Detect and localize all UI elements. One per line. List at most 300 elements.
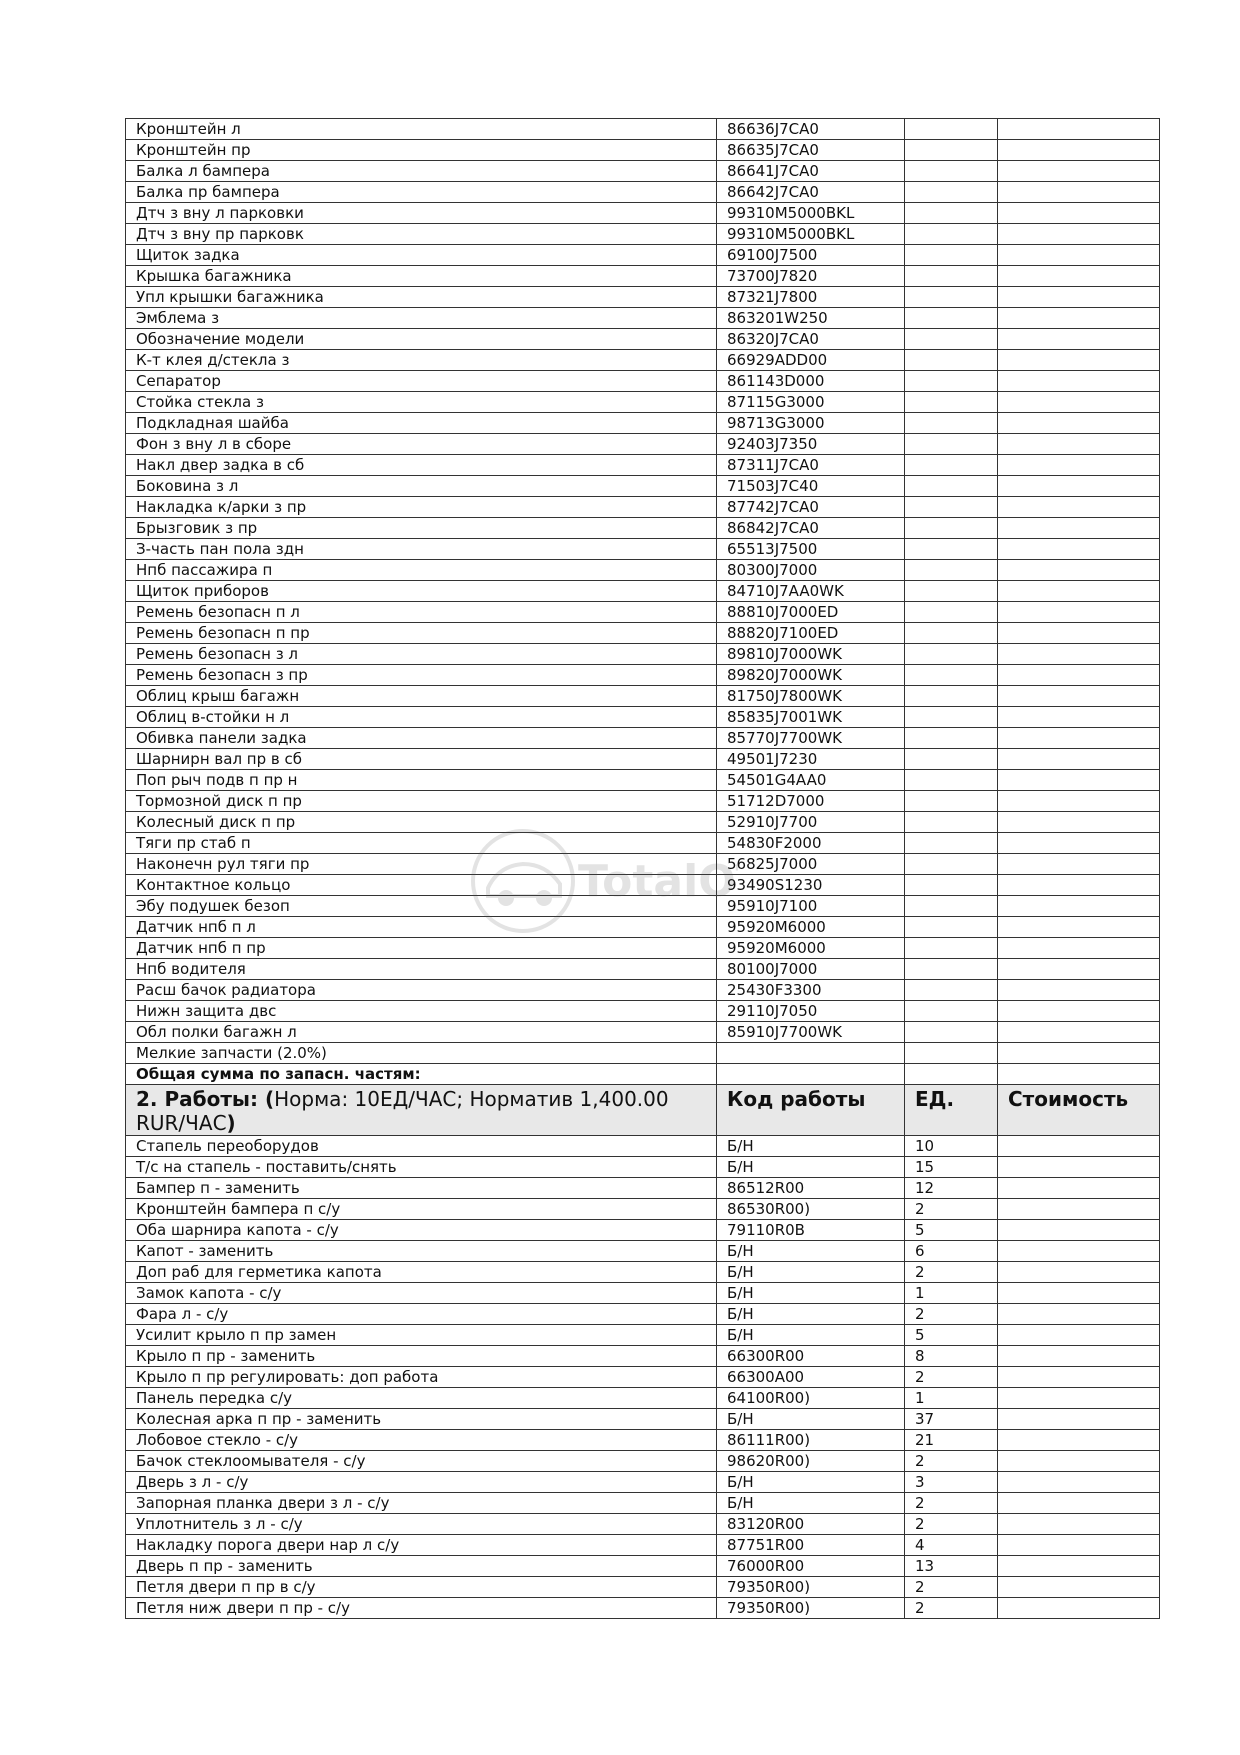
- work-code: Б/Н: [717, 1262, 905, 1283]
- work-cost: [998, 1325, 1160, 1346]
- works-title: 2. Работы:: [136, 1087, 259, 1111]
- part-code: 86641J7CA0: [717, 161, 905, 182]
- part-cost: [998, 308, 1160, 329]
- part-row: [126, 476, 1160, 497]
- part-row: [126, 1001, 1160, 1022]
- work-row: [126, 1136, 1160, 1157]
- part-code: 86842J7CA0: [717, 518, 905, 539]
- work-name: Крыло п пр - заменить: [126, 1346, 717, 1367]
- part-row: [126, 140, 1160, 161]
- part-units: [905, 476, 998, 497]
- parts-section: [126, 119, 1160, 1064]
- part-code: 85770J7700WK: [717, 728, 905, 749]
- work-code: 79350R00): [717, 1598, 905, 1619]
- works-norm: Норма: 10ЕД/ЧАС; Норматив 1,400.00 RUR/ЧАС: [136, 1087, 669, 1135]
- work-name: Петля ниж двери п пр - с/у: [126, 1598, 717, 1619]
- part-units: [905, 140, 998, 161]
- work-code: Б/Н: [717, 1136, 905, 1157]
- work-row: [126, 1199, 1160, 1220]
- part-row: [126, 938, 1160, 959]
- work-row: [126, 1472, 1160, 1493]
- part-units: [905, 161, 998, 182]
- part-row: [126, 917, 1160, 938]
- part-row: [126, 161, 1160, 182]
- part-name: Щиток приборов: [126, 581, 717, 602]
- part-units: [905, 287, 998, 308]
- work-row: [126, 1283, 1160, 1304]
- part-code: 99310M5000BKL: [717, 203, 905, 224]
- work-code: 66300A00: [717, 1367, 905, 1388]
- part-cost: [998, 1022, 1160, 1043]
- part-code: 87321J7800: [717, 287, 905, 308]
- work-name: Бачок стеклоомывателя - с/у: [126, 1451, 717, 1472]
- part-units: [905, 497, 998, 518]
- work-row: [126, 1325, 1160, 1346]
- part-row: [126, 812, 1160, 833]
- work-row: [126, 1178, 1160, 1199]
- part-cost: [998, 245, 1160, 266]
- work-name: Панель передка с/у: [126, 1388, 717, 1409]
- part-row: [126, 329, 1160, 350]
- part-name: Ремень безопасн п пр: [126, 623, 717, 644]
- work-units: 2: [905, 1577, 998, 1598]
- part-cost: [998, 518, 1160, 539]
- work-name: Замок капота - с/у: [126, 1283, 717, 1304]
- work-cost: [998, 1220, 1160, 1241]
- part-row: [126, 623, 1160, 644]
- work-units: 2: [905, 1367, 998, 1388]
- part-name: З-часть пан пола здн: [126, 539, 717, 560]
- part-code: 87742J7CA0: [717, 497, 905, 518]
- part-row: [126, 770, 1160, 791]
- part-code: 66929ADD00: [717, 350, 905, 371]
- part-row: [126, 707, 1160, 728]
- part-code: 85835J7001WK: [717, 707, 905, 728]
- part-units: [905, 833, 998, 854]
- part-code: 49501J7230: [717, 749, 905, 770]
- part-cost: [998, 896, 1160, 917]
- part-code: 51712D7000: [717, 791, 905, 812]
- work-cost: [998, 1346, 1160, 1367]
- work-units: 37: [905, 1409, 998, 1430]
- part-code: 80300J7000: [717, 560, 905, 581]
- part-row: [126, 224, 1160, 245]
- part-name: Расш бачок радиатора: [126, 980, 717, 1001]
- parts-total-code: [717, 1064, 905, 1085]
- work-row: [126, 1514, 1160, 1535]
- work-cost: [998, 1283, 1160, 1304]
- part-cost: [998, 203, 1160, 224]
- work-name: Фара л - с/у: [126, 1304, 717, 1325]
- work-row: [126, 1409, 1160, 1430]
- part-code: 29110J7050: [717, 1001, 905, 1022]
- part-cost: [998, 539, 1160, 560]
- part-name: Наконечн рул тяги пр: [126, 854, 717, 875]
- work-cost: [998, 1262, 1160, 1283]
- work-row: [126, 1577, 1160, 1598]
- work-code: 86512R00: [717, 1178, 905, 1199]
- part-row: [126, 371, 1160, 392]
- part-units: [905, 329, 998, 350]
- part-code: 861143D000: [717, 371, 905, 392]
- work-code: Б/Н: [717, 1409, 905, 1430]
- part-code: 80100J7000: [717, 959, 905, 980]
- work-units: 2: [905, 1451, 998, 1472]
- part-units: [905, 350, 998, 371]
- work-units: 1: [905, 1388, 998, 1409]
- part-cost: [998, 455, 1160, 476]
- work-units: 2: [905, 1598, 998, 1619]
- work-cost: [998, 1199, 1160, 1220]
- part-row: [126, 854, 1160, 875]
- part-row: [126, 581, 1160, 602]
- parts-total-row: [126, 1064, 1160, 1085]
- part-units: [905, 581, 998, 602]
- part-units: [905, 119, 998, 140]
- part-row: [126, 350, 1160, 371]
- part-row: [126, 497, 1160, 518]
- part-units: [905, 1022, 998, 1043]
- part-units: [905, 602, 998, 623]
- part-units: [905, 644, 998, 665]
- part-code: 87311J7CA0: [717, 455, 905, 476]
- part-name: Обл полки багажн л: [126, 1022, 717, 1043]
- part-cost: [998, 938, 1160, 959]
- work-code: 86111R00): [717, 1430, 905, 1451]
- part-name: Ремень безопасн з пр: [126, 665, 717, 686]
- part-units: [905, 392, 998, 413]
- work-row: [126, 1430, 1160, 1451]
- work-code: 86530R00): [717, 1199, 905, 1220]
- part-row: [126, 203, 1160, 224]
- part-name: Датчик нпб п л: [126, 917, 717, 938]
- parts-total-label: Общая сумма по запасн. частям:: [126, 1064, 717, 1085]
- work-row: [126, 1220, 1160, 1241]
- part-name: Стойка стекла з: [126, 392, 717, 413]
- part-row: [126, 392, 1160, 413]
- part-code: 71503J7C40: [717, 476, 905, 497]
- part-row: [126, 896, 1160, 917]
- part-row: [126, 434, 1160, 455]
- part-cost: [998, 833, 1160, 854]
- work-cost: [998, 1451, 1160, 1472]
- part-code: 54501G4AA0: [717, 770, 905, 791]
- work-row: [126, 1241, 1160, 1262]
- work-cost: [998, 1409, 1160, 1430]
- part-cost: [998, 497, 1160, 518]
- part-units: [905, 203, 998, 224]
- part-code: 81750J7800WK: [717, 686, 905, 707]
- part-row: [126, 182, 1160, 203]
- parts-total-units: [905, 1064, 998, 1085]
- part-row: [126, 455, 1160, 476]
- part-name: Кронштейн пр: [126, 140, 717, 161]
- part-cost: [998, 665, 1160, 686]
- part-row: [126, 266, 1160, 287]
- works-open-paren: (: [258, 1087, 275, 1111]
- work-row: [126, 1367, 1160, 1388]
- part-name: Дтч з вну л парковки: [126, 203, 717, 224]
- work-units: 12: [905, 1178, 998, 1199]
- part-code: 54830F2000: [717, 833, 905, 854]
- part-name: Нпб водителя: [126, 959, 717, 980]
- work-cost: [998, 1241, 1160, 1262]
- part-name: Колесный диск п пр: [126, 812, 717, 833]
- part-cost: [998, 161, 1160, 182]
- part-cost: [998, 707, 1160, 728]
- part-units: [905, 854, 998, 875]
- work-name: Кронштейн бампера п с/у: [126, 1199, 717, 1220]
- part-units: [905, 896, 998, 917]
- part-cost: [998, 329, 1160, 350]
- part-cost: [998, 581, 1160, 602]
- works-header-section: [126, 1085, 1160, 1136]
- part-row: [126, 1022, 1160, 1043]
- work-code: 87751R00: [717, 1535, 905, 1556]
- work-units: 13: [905, 1556, 998, 1577]
- part-row: [126, 686, 1160, 707]
- part-name: Тяги пр стаб п: [126, 833, 717, 854]
- part-units: [905, 245, 998, 266]
- work-row: [126, 1304, 1160, 1325]
- part-cost: [998, 224, 1160, 245]
- part-row: [126, 980, 1160, 1001]
- part-units: [905, 875, 998, 896]
- part-code: 863201W250: [717, 308, 905, 329]
- part-name: Подкладная шайба: [126, 413, 717, 434]
- work-cost: [998, 1493, 1160, 1514]
- works-close-paren: ): [226, 1111, 236, 1135]
- part-code: 89820J7000WK: [717, 665, 905, 686]
- part-row: [126, 518, 1160, 539]
- work-cost: [998, 1535, 1160, 1556]
- work-name: Запорная планка двери з л - с/у: [126, 1493, 717, 1514]
- part-units: [905, 308, 998, 329]
- work-cost: [998, 1388, 1160, 1409]
- work-cost: [998, 1157, 1160, 1178]
- work-code: Б/Н: [717, 1472, 905, 1493]
- part-name: Фон з вну л в сборе: [126, 434, 717, 455]
- work-name: Стапель переоборудов: [126, 1136, 717, 1157]
- work-name: Бампер п - заменить: [126, 1178, 717, 1199]
- part-cost: [998, 266, 1160, 287]
- part-code: 65513J7500: [717, 539, 905, 560]
- work-units: 4: [905, 1535, 998, 1556]
- work-row: [126, 1556, 1160, 1577]
- part-name: Нпб пассажира п: [126, 560, 717, 581]
- work-name: Дверь п пр - заменить: [126, 1556, 717, 1577]
- part-cost: [998, 119, 1160, 140]
- part-units: [905, 791, 998, 812]
- work-name: Петля двери п пр в с/у: [126, 1577, 717, 1598]
- part-code: 25430F3300: [717, 980, 905, 1001]
- work-name: Лобовое стекло - с/у: [126, 1430, 717, 1451]
- work-units: 8: [905, 1346, 998, 1367]
- work-code: Б/Н: [717, 1157, 905, 1178]
- part-cost: [998, 791, 1160, 812]
- part-code: 84710J7AA0WK: [717, 581, 905, 602]
- work-code: 79350R00): [717, 1577, 905, 1598]
- part-name: Обивка панели задка: [126, 728, 717, 749]
- part-name: Мелкие запчасти (2.0%): [126, 1043, 717, 1064]
- part-row: [126, 833, 1160, 854]
- part-row: [126, 728, 1160, 749]
- work-cost: [998, 1367, 1160, 1388]
- part-cost: [998, 623, 1160, 644]
- part-row: [126, 959, 1160, 980]
- part-name: Датчик нпб п пр: [126, 938, 717, 959]
- part-units: [905, 707, 998, 728]
- work-units: 1: [905, 1283, 998, 1304]
- work-name: Крыло п пр регулировать: доп работа: [126, 1367, 717, 1388]
- works-header-row: [126, 1085, 1160, 1136]
- work-name: Доп раб для герметика капота: [126, 1262, 717, 1283]
- part-cost: [998, 413, 1160, 434]
- work-cost: [998, 1556, 1160, 1577]
- part-name: Ремень безопасн п л: [126, 602, 717, 623]
- work-units: 6: [905, 1241, 998, 1262]
- part-code: 73700J7820: [717, 266, 905, 287]
- works-header-title: [126, 1085, 717, 1136]
- part-name: Шарнирн вал пр в сб: [126, 749, 717, 770]
- part-row: [126, 644, 1160, 665]
- part-name: Крышка багажника: [126, 266, 717, 287]
- work-units: 2: [905, 1493, 998, 1514]
- part-code: 86320J7CA0: [717, 329, 905, 350]
- part-name: Щиток задка: [126, 245, 717, 266]
- part-row: [126, 308, 1160, 329]
- work-code: 66300R00: [717, 1346, 905, 1367]
- part-units: [905, 434, 998, 455]
- part-row: [126, 665, 1160, 686]
- works-units-header: ЕД.: [905, 1085, 998, 1136]
- part-units: [905, 728, 998, 749]
- part-units: [905, 1001, 998, 1022]
- part-cost: [998, 1043, 1160, 1064]
- part-cost: [998, 917, 1160, 938]
- work-code: 83120R00: [717, 1514, 905, 1535]
- work-code: Б/Н: [717, 1241, 905, 1262]
- part-name: Облиц в-стойки н л: [126, 707, 717, 728]
- part-name: Дтч з вну пр парковк: [126, 224, 717, 245]
- work-units: 2: [905, 1304, 998, 1325]
- part-row: [126, 539, 1160, 560]
- part-row: [126, 791, 1160, 812]
- work-code: 79110R0B: [717, 1220, 905, 1241]
- part-cost: [998, 1001, 1160, 1022]
- part-units: [905, 266, 998, 287]
- part-row: [126, 413, 1160, 434]
- work-name: Оба шарнира капота - с/у: [126, 1220, 717, 1241]
- part-name: Боковина з л: [126, 476, 717, 497]
- part-units: [905, 812, 998, 833]
- part-code: 98713G3000: [717, 413, 905, 434]
- part-code: 52910J7700: [717, 812, 905, 833]
- part-code: 99310M5000BKL: [717, 224, 905, 245]
- part-cost: [998, 182, 1160, 203]
- work-code: Б/Н: [717, 1283, 905, 1304]
- part-cost: [998, 644, 1160, 665]
- work-row: [126, 1598, 1160, 1619]
- work-name: Капот - заменить: [126, 1241, 717, 1262]
- part-name: Обозначение модели: [126, 329, 717, 350]
- part-cost: [998, 287, 1160, 308]
- part-code: 56825J7000: [717, 854, 905, 875]
- work-units: 2: [905, 1262, 998, 1283]
- part-name: Упл крышки багажника: [126, 287, 717, 308]
- work-units: 3: [905, 1472, 998, 1493]
- work-units: 2: [905, 1514, 998, 1535]
- work-cost: [998, 1136, 1160, 1157]
- estimate-table: [125, 118, 1160, 1619]
- part-code: 69100J7500: [717, 245, 905, 266]
- work-units: 10: [905, 1136, 998, 1157]
- part-cost: [998, 980, 1160, 1001]
- part-code: 92403J7350: [717, 434, 905, 455]
- part-name: Балка пр бампера: [126, 182, 717, 203]
- part-cost: [998, 476, 1160, 497]
- part-code: 95910J7100: [717, 896, 905, 917]
- part-name: Облиц крыш багажн: [126, 686, 717, 707]
- part-cost: [998, 959, 1160, 980]
- part-row: [126, 560, 1160, 581]
- part-row: [126, 749, 1160, 770]
- part-row: [126, 119, 1160, 140]
- work-row: [126, 1493, 1160, 1514]
- part-cost: [998, 371, 1160, 392]
- work-name: Накладку порога двери нар л с/у: [126, 1535, 717, 1556]
- work-row: [126, 1535, 1160, 1556]
- work-units: 5: [905, 1220, 998, 1241]
- work-name: Усилит крыло п пр замен: [126, 1325, 717, 1346]
- part-units: [905, 371, 998, 392]
- part-units: [905, 938, 998, 959]
- part-code: 86636J7CA0: [717, 119, 905, 140]
- part-code: 93490S1230: [717, 875, 905, 896]
- parts-total-cost: [998, 1064, 1160, 1085]
- part-name: Кронштейн л: [126, 119, 717, 140]
- part-name: Поп рыч подв п пр н: [126, 770, 717, 791]
- part-name: Нижн защита двс: [126, 1001, 717, 1022]
- part-code: 86635J7CA0: [717, 140, 905, 161]
- work-row: [126, 1346, 1160, 1367]
- part-code: 85910J7700WK: [717, 1022, 905, 1043]
- part-name: Накладка к/арки з пр: [126, 497, 717, 518]
- work-cost: [998, 1598, 1160, 1619]
- work-cost: [998, 1304, 1160, 1325]
- works-section: [126, 1136, 1160, 1619]
- part-row: [126, 1043, 1160, 1064]
- part-units: [905, 980, 998, 1001]
- part-cost: [998, 140, 1160, 161]
- part-units: [905, 413, 998, 434]
- watermark-text: TotalO: [578, 856, 736, 907]
- work-cost: [998, 1430, 1160, 1451]
- estimate-sheet: [125, 118, 1159, 1619]
- work-code: 64100R00): [717, 1388, 905, 1409]
- part-row: [126, 287, 1160, 308]
- part-name: Сепаратор: [126, 371, 717, 392]
- part-code: 87115G3000: [717, 392, 905, 413]
- work-units: 5: [905, 1325, 998, 1346]
- part-code: [717, 1043, 905, 1064]
- work-code: 76000R00: [717, 1556, 905, 1577]
- part-name: Ремень безопасн з л: [126, 644, 717, 665]
- part-units: [905, 539, 998, 560]
- part-row: [126, 245, 1160, 266]
- part-units: [905, 623, 998, 644]
- part-units: [905, 182, 998, 203]
